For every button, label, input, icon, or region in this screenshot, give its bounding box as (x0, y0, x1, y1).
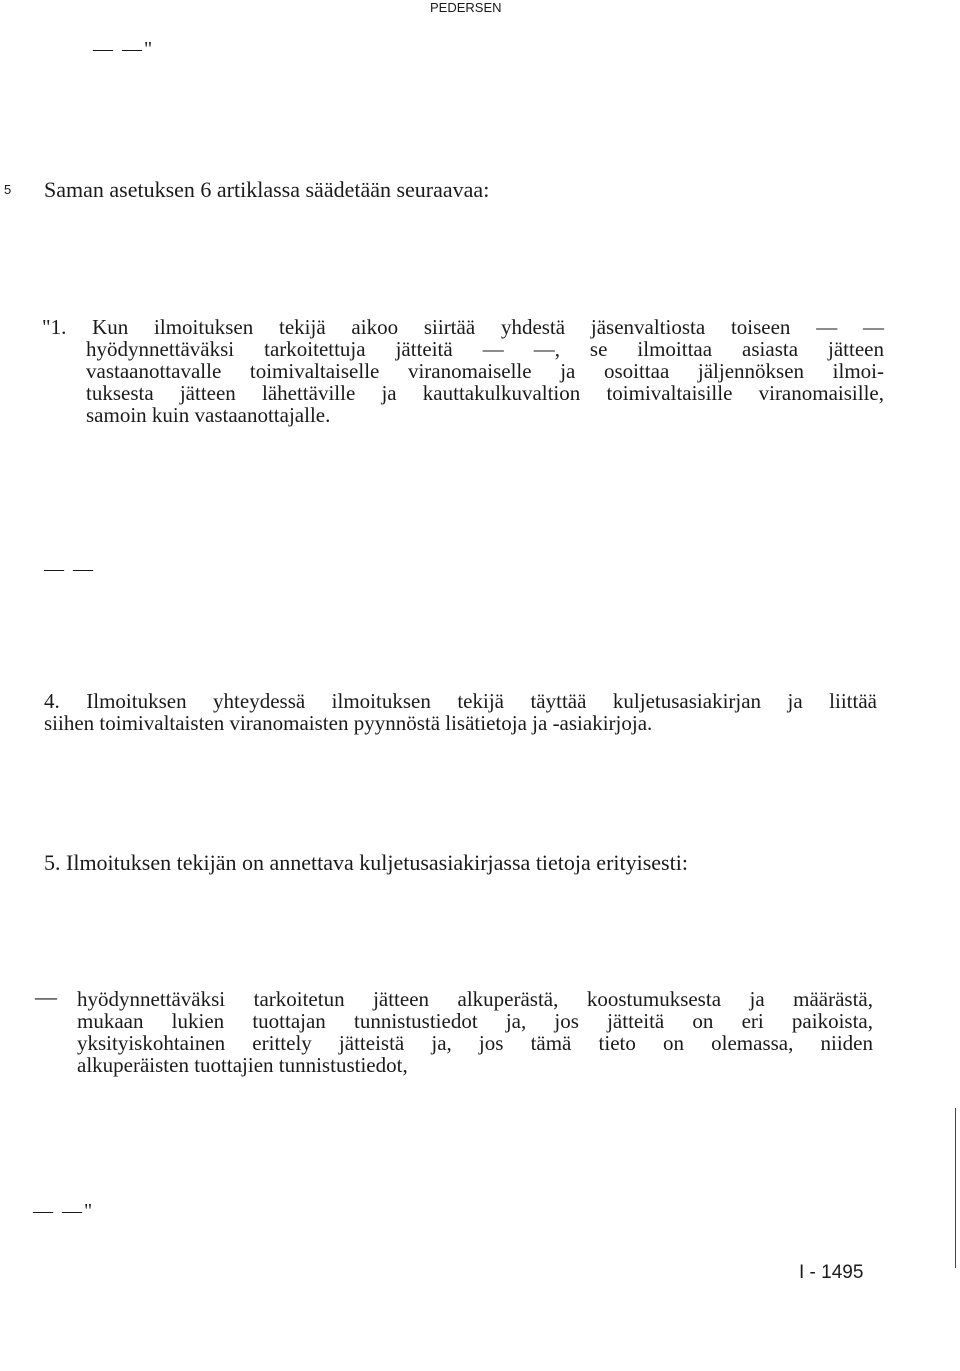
paragraph-4-line: 4. Ilmoituksen yhteydessä ilmoituksen tekijä täyttää kuljetusasiakirjan ja liittää (44, 689, 877, 713)
bullet-dash-marker: — (35, 984, 57, 1009)
opening-omission-dashes: — —" (93, 38, 155, 60)
paragraph-5: 5. Ilmoituksen tekijän on annettava kuljetusasiakirjassa tietoja erityisesti: (44, 850, 688, 875)
bullet-item-line: yksityiskohtainen erittely jätteistä ja, jos tämä tieto on olemassa, niiden (77, 1031, 873, 1055)
page-reference: I - 1495 (799, 1262, 864, 1283)
bullet-item-line: hyödynnettäväksi tarkoitetun jätteen alkuperästä, koostumuksesta ja määrästä, (77, 987, 873, 1011)
paragraph-1-line: "1. Kun ilmoituksen tekijä aikoo siirtää yhdestä jäsenvaltiosta toiseen — — (42, 315, 884, 339)
paragraph-4-line: siihen toimivaltaisten viranomaisten pyynnöstä lisätietoja ja -asiakirjoja. (44, 711, 653, 735)
paragraph-1-line: vastaanottavalle toimivaltaiselle viranomaiselle ja osoittaa jäljennöksen ilmoi- (86, 359, 884, 383)
closing-omission-dashes: — —" (33, 1200, 95, 1222)
margin-line-number: 5 (4, 182, 12, 197)
intro-sentence: Saman asetuksen 6 artiklassa säädetään seuraavaa: (44, 177, 490, 202)
paragraph-1-line: samoin kuin vastaanottajalle. (86, 403, 331, 427)
bullet-item (77, 988, 873, 1076)
right-margin-rule (955, 1108, 956, 1268)
paragraph-4 (44, 690, 877, 734)
paragraph-1-line: tuksesta jätteen lähettäville ja kauttakulkuvaltion toimivaltaisille viranomaisille, (86, 381, 884, 405)
mid-omission-dashes: — — (44, 558, 95, 580)
paragraph-1 (42, 316, 884, 426)
paragraph-1-line: hyödynnettäväksi tarkoitettuja jätteitä — —, se ilmoittaa asiasta jätteen (86, 337, 884, 361)
bullet-item-line: mukaan lukien tuottajan tunnistustiedot ja, jos jätteitä on eri paikoista, (77, 1009, 873, 1033)
running-header-name: PEDERSEN (430, 0, 502, 15)
bullet-item-line: alkuperäisten tuottajien tunnistustiedot, (77, 1053, 408, 1077)
